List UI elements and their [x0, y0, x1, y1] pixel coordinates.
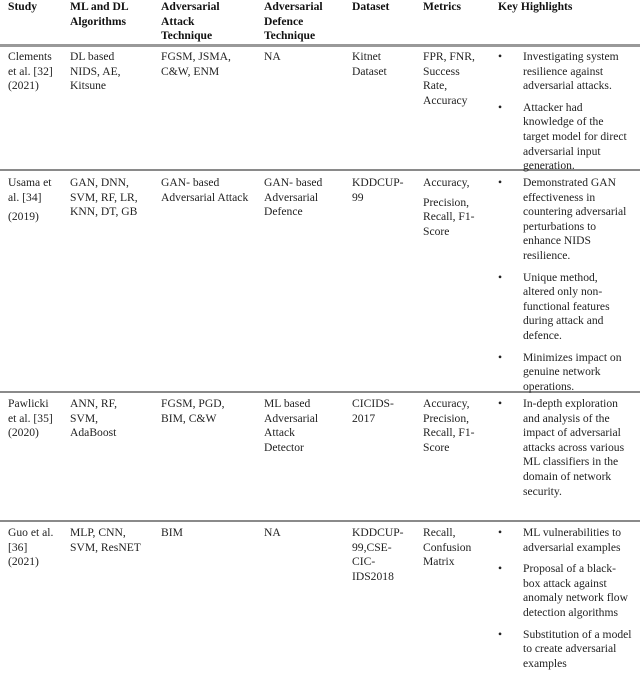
- cell-text: FGSM, PGD, BIM, C&W: [161, 397, 225, 425]
- cell-metrics: [423, 526, 497, 575]
- highlight-text: Minimizes impact on genuine network operations.: [523, 350, 622, 393]
- highlights-list: [498, 50, 640, 174]
- cell-text: Precision, Recall, F1- Score: [423, 195, 475, 238]
- cell-text: Kitnet Dataset: [352, 50, 387, 78]
- cell-highlights: [498, 397, 640, 506]
- highlight-item: [498, 50, 640, 94]
- cell-text: NA: [264, 526, 281, 539]
- cell-defence: [264, 50, 350, 70]
- cell-text: FPR, FNR, Success Rate, Accuracy: [423, 50, 475, 107]
- cell-metrics: [423, 176, 497, 244]
- highlight-item: [498, 397, 640, 499]
- column-header-attack: Adversarial Attack Technique: [161, 0, 220, 43]
- cell-dataset: [352, 50, 420, 84]
- cell-algorithms: [70, 397, 160, 446]
- bullet-icon: •: [498, 100, 503, 114]
- column-header-study: Study: [8, 0, 38, 13]
- cell-text: DL based NIDS, AE, Kitsune: [70, 50, 121, 93]
- column-header-highlights: Key Highlights: [498, 0, 573, 13]
- cell-text: KDDCUP- 99: [352, 176, 404, 204]
- highlight-item: [498, 526, 640, 555]
- highlights-list: [498, 397, 640, 499]
- highlight-text: Unique method, altered only non- functional features during attack and defence.: [523, 270, 610, 342]
- cell-text: Accuracy,: [423, 176, 470, 189]
- cell-algorithms: [70, 50, 160, 99]
- bullet-icon: •: [498, 627, 503, 641]
- cell-text: KDDCUP- 99,CSE- CIC- IDS2018: [352, 526, 404, 583]
- bullet-icon: •: [498, 50, 503, 63]
- cell-text: Guo et al. [36] (2021): [8, 526, 54, 569]
- cell-defence: [264, 526, 350, 546]
- column-header-algorithms: ML and DL Algorithms: [70, 0, 129, 28]
- cell-dataset: [352, 397, 420, 431]
- cell-algorithms: [70, 526, 160, 560]
- column-header-defence: Adversarial Defence Technique: [264, 0, 323, 43]
- cell-study: [8, 526, 68, 575]
- cell-text: ML based Adversarial Attack Detector: [264, 397, 319, 454]
- cell-text: ANN, RF, SVM, AdaBoost: [70, 397, 118, 440]
- cell-text: Recall, Confusion Matrix: [423, 526, 472, 569]
- cell-text: NA: [264, 50, 281, 63]
- cell-text: GAN- based Adversarial Defence: [264, 176, 323, 219]
- bullet-icon: •: [498, 526, 503, 539]
- cell-text: GAN, DNN, SVM, RF, LR, KNN, DT, GB: [70, 176, 138, 219]
- cell-text: Clements et al. [32] (2021): [8, 50, 53, 93]
- cell-text: (2019): [8, 210, 39, 224]
- cell-text: FGSM, JSMA, C&W, ENM: [161, 50, 231, 78]
- cell-metrics: [423, 397, 497, 460]
- cell-defence: [264, 397, 350, 460]
- cell-study: [8, 176, 68, 230]
- bullet-icon: •: [498, 397, 503, 410]
- highlight-item: [498, 350, 640, 395]
- highlight-text: ML vulnerabilities to adversarial examples: [523, 526, 622, 554]
- cell-highlights: [498, 176, 640, 401]
- cell-study: [8, 397, 68, 446]
- bullet-icon: •: [498, 270, 503, 284]
- cell-text: Pawlicki et al. [35] (2020): [8, 397, 53, 440]
- highlight-item: [498, 270, 640, 344]
- highlight-text: Demonstrated GAN effectiveness in countering adversarial perturbations to enhance NIDS resilience.: [523, 176, 627, 262]
- cell-highlights: [498, 50, 640, 181]
- cell-text: BIM: [161, 526, 183, 539]
- cell-text: Usama et al. [34]: [8, 176, 52, 204]
- cell-metrics: [423, 50, 497, 113]
- bullet-icon: •: [498, 562, 503, 576]
- cell-attack: [161, 526, 261, 546]
- cell-dataset: [352, 176, 420, 210]
- cell-algorithms: [70, 176, 160, 225]
- bullet-icon: •: [498, 176, 503, 189]
- cell-defence: [264, 176, 350, 225]
- column-header-metrics: Metrics: [423, 0, 461, 13]
- highlight-text: Investigating system resilience against adversarial attacks.: [523, 50, 619, 93]
- highlights-list: [498, 176, 640, 394]
- row-divider: [0, 44, 640, 47]
- highlight-text: In-depth exploration and analysis of the impact of adversarial attacks across various ML classifiers in the domain of network security.: [523, 397, 625, 498]
- highlight-item: [498, 562, 640, 620]
- bullet-icon: •: [498, 350, 503, 364]
- highlight-text: Substitution of a model to create adversarial examples: [523, 627, 632, 670]
- cell-text: GAN- based Adversarial Attack: [161, 176, 249, 204]
- highlight-text: Proposal of a black- box attack against anomaly network flow detection algorithms: [523, 562, 628, 619]
- cell-attack: [161, 50, 261, 84]
- cell-attack: [161, 176, 261, 210]
- cell-study: [8, 50, 68, 99]
- cell-dataset: [352, 526, 420, 589]
- cell-text: CICIDS- 2017: [352, 397, 394, 425]
- highlight-item: [498, 100, 640, 174]
- cell-text: Accuracy, Precision, Recall, F1- Score: [423, 397, 475, 454]
- highlights-list: [498, 526, 640, 671]
- row-divider: [0, 520, 640, 522]
- cell-attack: [161, 397, 261, 431]
- highlight-item: [498, 176, 640, 264]
- column-header-dataset: Dataset: [352, 0, 390, 13]
- highlight-text: Attacker had knowledge of the target model for direct adversarial input generation.: [523, 100, 627, 173]
- highlight-item: [498, 627, 640, 672]
- cell-text: MLP, CNN, SVM, ResNET: [70, 526, 141, 554]
- cell-highlights: [498, 526, 640, 678]
